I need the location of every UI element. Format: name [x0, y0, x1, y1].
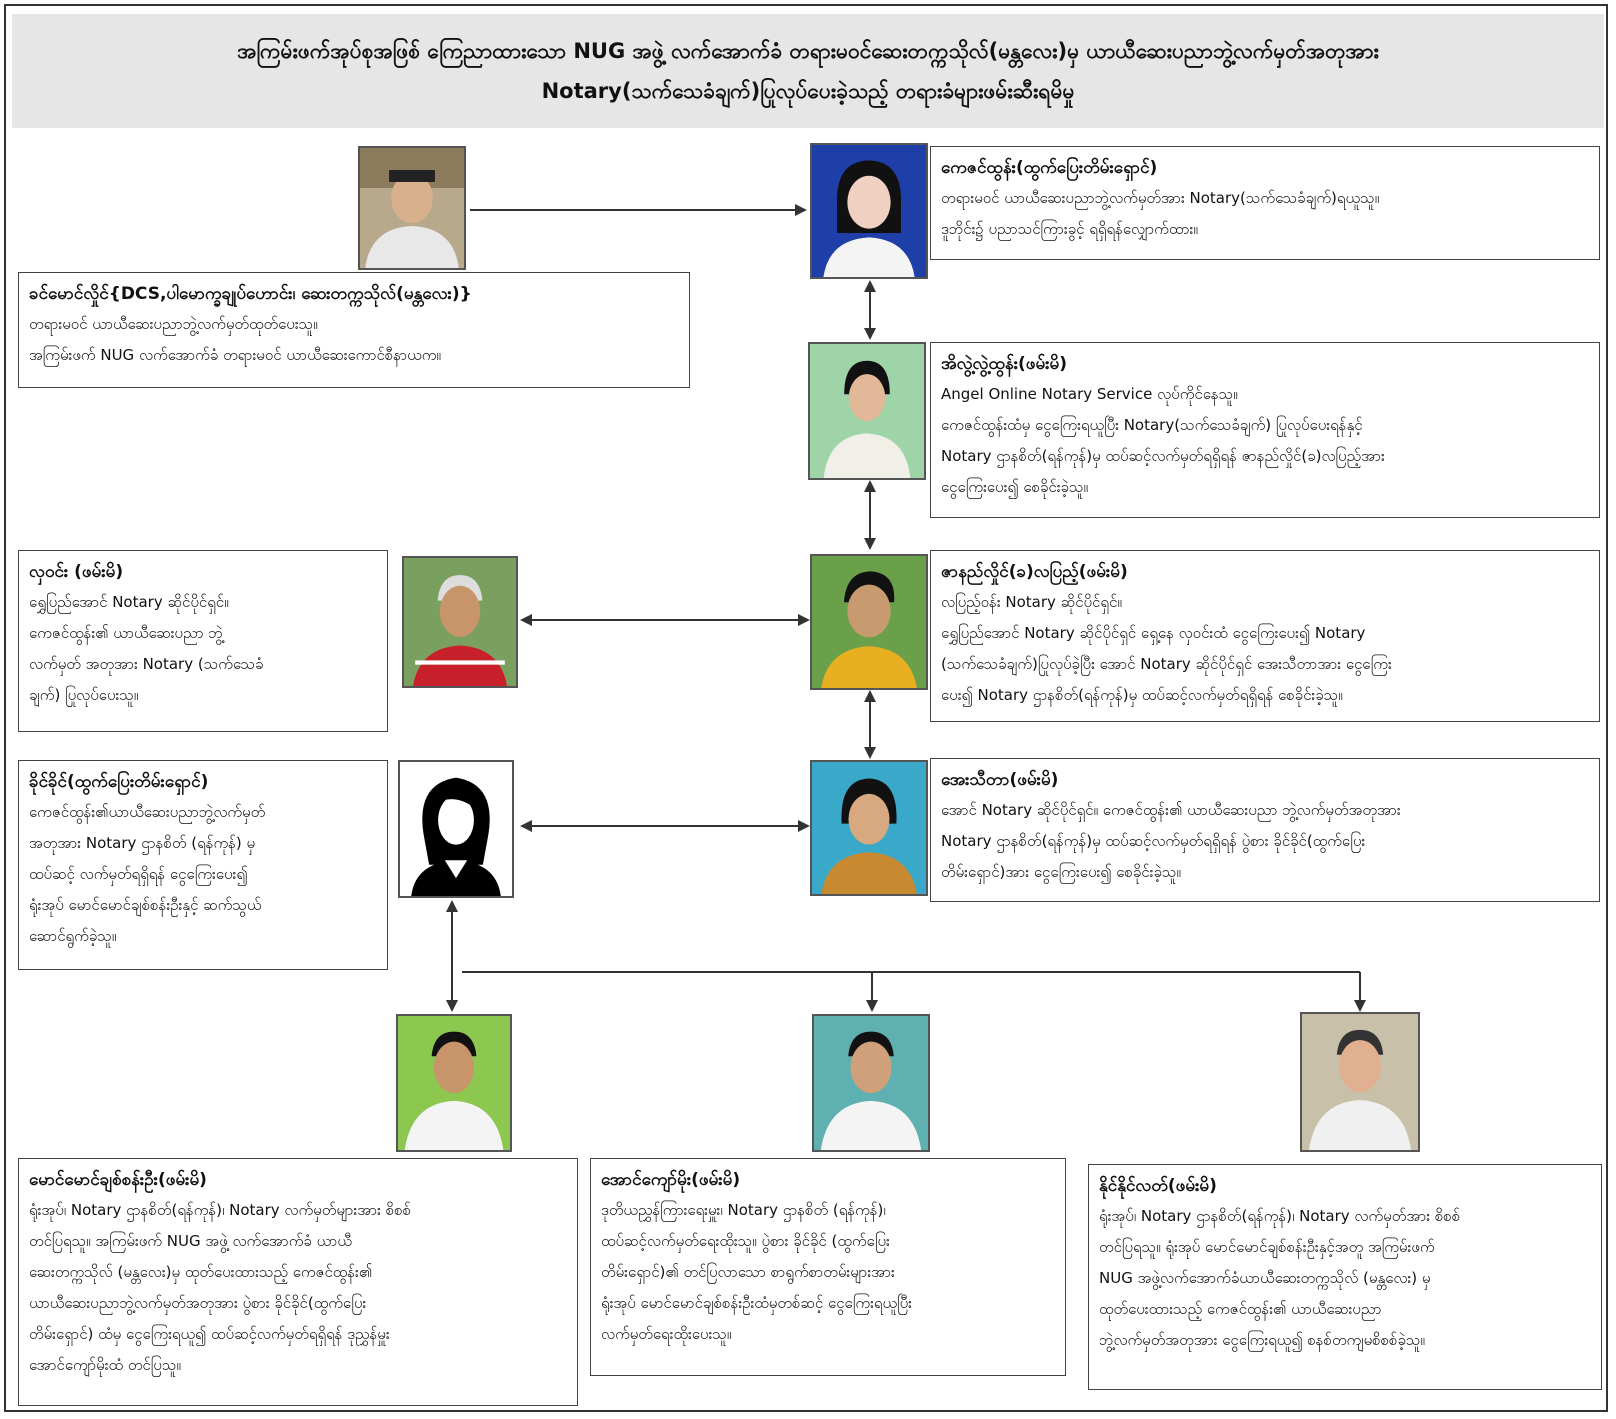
photo-maung-maung-chit-san-oo: [396, 1014, 512, 1152]
portrait-icon: [398, 1016, 510, 1150]
desc-line: Angel Online Notary Service လုပ်ကိုင်နေသူ။: [941, 385, 1238, 403]
box-khine-khine: [18, 760, 388, 970]
desc-line: ရုံးအုပ်၊ Notary ဌာနစိတ်(ရန်ကုန်)၊ Notary လက်မှတ်အား စိစစ်: [1099, 1207, 1461, 1225]
box-ko-zin-htun: [930, 146, 1600, 260]
box-aye-thida: [930, 758, 1600, 902]
photo-khine-khine: [398, 760, 514, 898]
box-aung-kyaw-moe: [590, 1158, 1066, 1376]
desc-line: ရုံးအုပ်၊ Notary ဌာနစိတ်(ရန်ကုန်)၊ Notary လက်မှတ်များအား စိစစ်: [29, 1201, 412, 1219]
title-line-1: အကြမ်းဖက်အုပ်စုအဖြစ် ကြေညာထားသော NUG အဖွဲ့ လက်အောက်ခံ တရားမဝင်ဆေးတက္ကသိုလ်(မန္တလေး)မှ ယာယီဆေးပညာဘွဲ့လက်မှတ်အတုအား: [237, 39, 1379, 63]
desc-line: တရားမဝင် ယာယီဆေးပညာဘွဲ့လက်မှတ်အား Notary(သက်သေခံချက်)ရယူသူ။: [941, 189, 1380, 207]
desc-line: လက်မှတ်ရေးထိုးပေးသူ။: [601, 1325, 732, 1343]
photo-naing-naing-latt: [1300, 1012, 1420, 1152]
box-hla-win: [18, 550, 388, 732]
box-ei-lwe-lwe-htun: [930, 342, 1600, 518]
desc-line: Notary ဌာနစိတ်(ရန်ကုန်)မှ ထပ်ဆင့်လက်မှတ်ရရှိရန် ဇာနည်လှိုင်(ခ)လပြည့်အား: [941, 447, 1385, 465]
desc-line: ယာယီဆေးပညာဘွဲ့လက်မှတ်အတုအား ပွဲစား ခိုင်ခိုင်(ထွက်ပြေး: [29, 1294, 367, 1312]
desc-line: ကေဇင်ထွန်းထံမှ ငွေကြေးရယူပြီး Notary(သက်သေခံချက်) ပြုလုပ်ပေးရန်နှင့်: [941, 416, 1363, 434]
box-khin-maung-hlaing: [18, 272, 690, 388]
desc-line: တရားမဝင် ယာယီဆေးပညာဘွဲ့လက်မှတ်ထုတ်ပေးသူ။: [29, 315, 318, 333]
desc-line: ဒူဘိုင်း၌ ပညာသင်ကြားခွင့် ရရှိရန်လျှောက်ထား။: [941, 220, 1198, 238]
desc-line: ပေး၍ Notary ဌာနစိတ်(ရန်ကုန်)မှ ထပ်ဆင့်လက်မှတ်ရရှိရန် စေခိုင်းခဲ့သူ။: [941, 686, 1343, 704]
desc-line: ဆောင်ရွက်ခဲ့သူ။: [29, 927, 117, 945]
silhouette-icon: [400, 762, 512, 896]
portrait-icon: [1302, 1014, 1418, 1150]
desc-line: အကြမ်းဖက် NUG လက်အောက်ခံ တရားမဝင် ယာယီဆေးကောင်စီနာယက။: [29, 346, 441, 364]
desc-line: Notary ဌာနစိတ်(ရန်ကုန်)မှ ထပ်ဆင့်လက်မှတ်ရရှိရန် ပွဲစား ခိုင်ခိုင်(ထွက်ပြေး: [941, 832, 1366, 850]
person-name: ခိုင်ခိုင်(ထွက်ပြေးတိမ်းရှောင်): [29, 772, 209, 792]
photo-zaw-nyi-hlaing: [810, 554, 928, 690]
desc-line: ကေဇင်ထွန်း၏ ယာယီဆေးပညာ ဘွဲ့: [29, 624, 223, 642]
desc-line: ဒုတိယညွှန်ကြားရေးမှူး၊ Notary ဌာနစိတ် (ရန်ကုန်)၊: [601, 1201, 886, 1219]
box-zaw-nyi-hlaing: [930, 550, 1600, 722]
person-name: လှဝင်း (ဖမ်းမိ): [29, 562, 124, 582]
desc-line: ဘွဲ့လက်မှတ်အတုအား ငွေကြေးရယူ၍ စနစ်တကျမစိစစ်ခဲ့သူ။: [1099, 1331, 1425, 1349]
person-name: ခင်မောင်လှိုင်{DCS,ပါမောက္ခချုပ်ဟောင်း၊ ဆေးတက္ကသိုလ်(မန္တလေး)}: [29, 284, 472, 304]
desc-line: လက်မှတ် အတုအား Notary (သက်သေခံ: [29, 655, 264, 673]
desc-line: ချက်) ပြုလုပ်ပေးသူ။: [29, 686, 139, 704]
photo-hla-win: [402, 556, 518, 688]
desc-line: ရွှေပြည်အောင် Notary ဆိုင်ပိုင်ရှင်။: [29, 593, 229, 611]
person-name: အောင်ကျော်မိုး(ဖမ်းမိ): [601, 1170, 741, 1190]
portrait-icon: [812, 145, 926, 277]
box-naing-naing-latt: [1088, 1164, 1602, 1390]
desc-line: ရုံးအုပ် မောင်မောင်ချစ်စန်းဦးနှင့် ဆက်သွယ်: [29, 896, 262, 914]
desc-line: ရုံးအုပ် မောင်မောင်ချစ်စန်းဦးထံမှတစ်ဆင့် ငွေကြေးရယူပြီး: [601, 1294, 912, 1312]
photo-aung-kyaw-moe: [812, 1014, 930, 1152]
person-name: နိုင်နိုင်လတ်(ဖမ်းမိ): [1099, 1176, 1217, 1196]
person-name: ဇာနည်လှိုင်(ခ)လပြည့်(ဖမ်းမိ): [941, 562, 1128, 582]
person-name: ကေဇင်ထွန်း(ထွက်ပြေးတိမ်းရှောင်): [941, 158, 1158, 178]
desc-line: (သက်သေခံချက်)ပြုလုပ်ခဲ့ပြီး အောင် Notary ဆိုင်ပိုင်ရှင် အေးသီတာအား ငွေကြေး: [941, 655, 1392, 673]
photo-aye-thida: [810, 760, 928, 896]
photo-ei-lwe-lwe-htun: [808, 342, 926, 480]
desc-line: အတုအား Notary ဌာနစိတ် (ရန်ကုန်) မှ: [29, 834, 256, 852]
desc-line: အောင်ကျော်မိုးထံ တင်ပြသူ။: [29, 1356, 181, 1374]
person-name: မောင်မောင်ချစ်စန်းဦး(ဖမ်းမိ): [29, 1170, 207, 1190]
desc-line: ဆေးတက္ကသိုလ် (မန္တလေး)မှ ထုတ်ပေးထားသည့် ကေဇင်ထွန်း၏: [29, 1263, 373, 1281]
desc-line: လပြည့်ဝန်း Notary ဆိုင်ပိုင်ရှင်။: [941, 593, 1122, 611]
box-maung-maung-chit-san-oo: [18, 1158, 578, 1406]
person-name: အိလွဲ့လွဲ့ထွန်း(ဖမ်းမိ): [941, 354, 1068, 374]
desc-line: ငွေကြေးပေး၍ စေခိုင်းခဲ့သူ။: [941, 478, 1089, 496]
portrait-icon: [360, 148, 464, 268]
desc-line: တိမ်းရှောင်) ထံမှ ငွေကြေးရယူ၍ ထပ်ဆင့်လက်မှတ်ရရှိရန် ဒုညွှန်မှူး: [29, 1325, 390, 1343]
portrait-icon: [814, 1016, 928, 1150]
desc-line: တင်ပြရသူ။ ရုံးအုပ် မောင်မောင်ချစ်စန်းဦးနှင့်အတူ အကြမ်းဖက်: [1099, 1238, 1435, 1256]
desc-line: အောင် Notary ဆိုင်ပိုင်ရှင်။ ကေဇင်ထွန်း၏ ယာယီဆေးပညာ ဘွဲ့လက်မှတ်အတုအား: [941, 801, 1401, 819]
portrait-icon: [812, 762, 926, 894]
person-name: အေးသီတာ(ဖမ်းမိ): [941, 770, 1059, 790]
portrait-icon: [810, 344, 924, 478]
portrait-icon: [812, 556, 926, 688]
desc-line: ကေဇင်ထွန်း၏ယာယီဆေးပညာဘွဲ့လက်မှတ်: [29, 803, 266, 821]
desc-line: ရွှေပြည်အောင် Notary ဆိုင်ပိုင်ရှင် ရှေ့နေ လှဝင်းထံ ငွေကြေးပေး၍ Notary: [941, 624, 1366, 642]
desc-line: တိမ်းရှောင်)၏ တင်ပြလာသော စာရွက်စာတမ်းများအား: [601, 1263, 895, 1281]
desc-line: ထပ်ဆင့် လက်မှတ်ရရှိရန် ငွေကြေးပေး၍: [29, 865, 248, 883]
title-line-2: Notary(သက်သေခံချက်)ပြုလုပ်ပေးခဲ့သည့် တရားခံများဖမ်းဆီးရမိမှု: [541, 79, 1075, 103]
desc-line: ထုတ်ပေးထားသည့် ကေဇင်ထွန်း၏ ယာယီဆေးပညာ: [1099, 1300, 1382, 1318]
desc-line: NUG အဖွဲ့လက်အောက်ခံယာယီဆေးတက္ကသိုလ် (မန္တလေး) မှ: [1099, 1269, 1431, 1287]
desc-line: ထပ်ဆင့်လက်မှတ်ရေးထိုးသူ။ ပွဲစား ခိုင်ခိုင် (ထွက်ပြေး: [601, 1232, 890, 1250]
photo-khin-maung-hlaing: [358, 146, 466, 270]
desc-line: တင်ပြရသူ။ အကြမ်းဖက် NUG အဖွဲ့ လက်အောက်ခံ ယာယီ: [29, 1232, 352, 1250]
desc-line: တိမ်းရှောင်)အား ငွေကြေးပေး၍ စေခိုင်းခဲ့သူ။: [941, 863, 1181, 881]
photo-ko-zin-htun: [810, 143, 928, 279]
portrait-icon: [404, 558, 516, 686]
